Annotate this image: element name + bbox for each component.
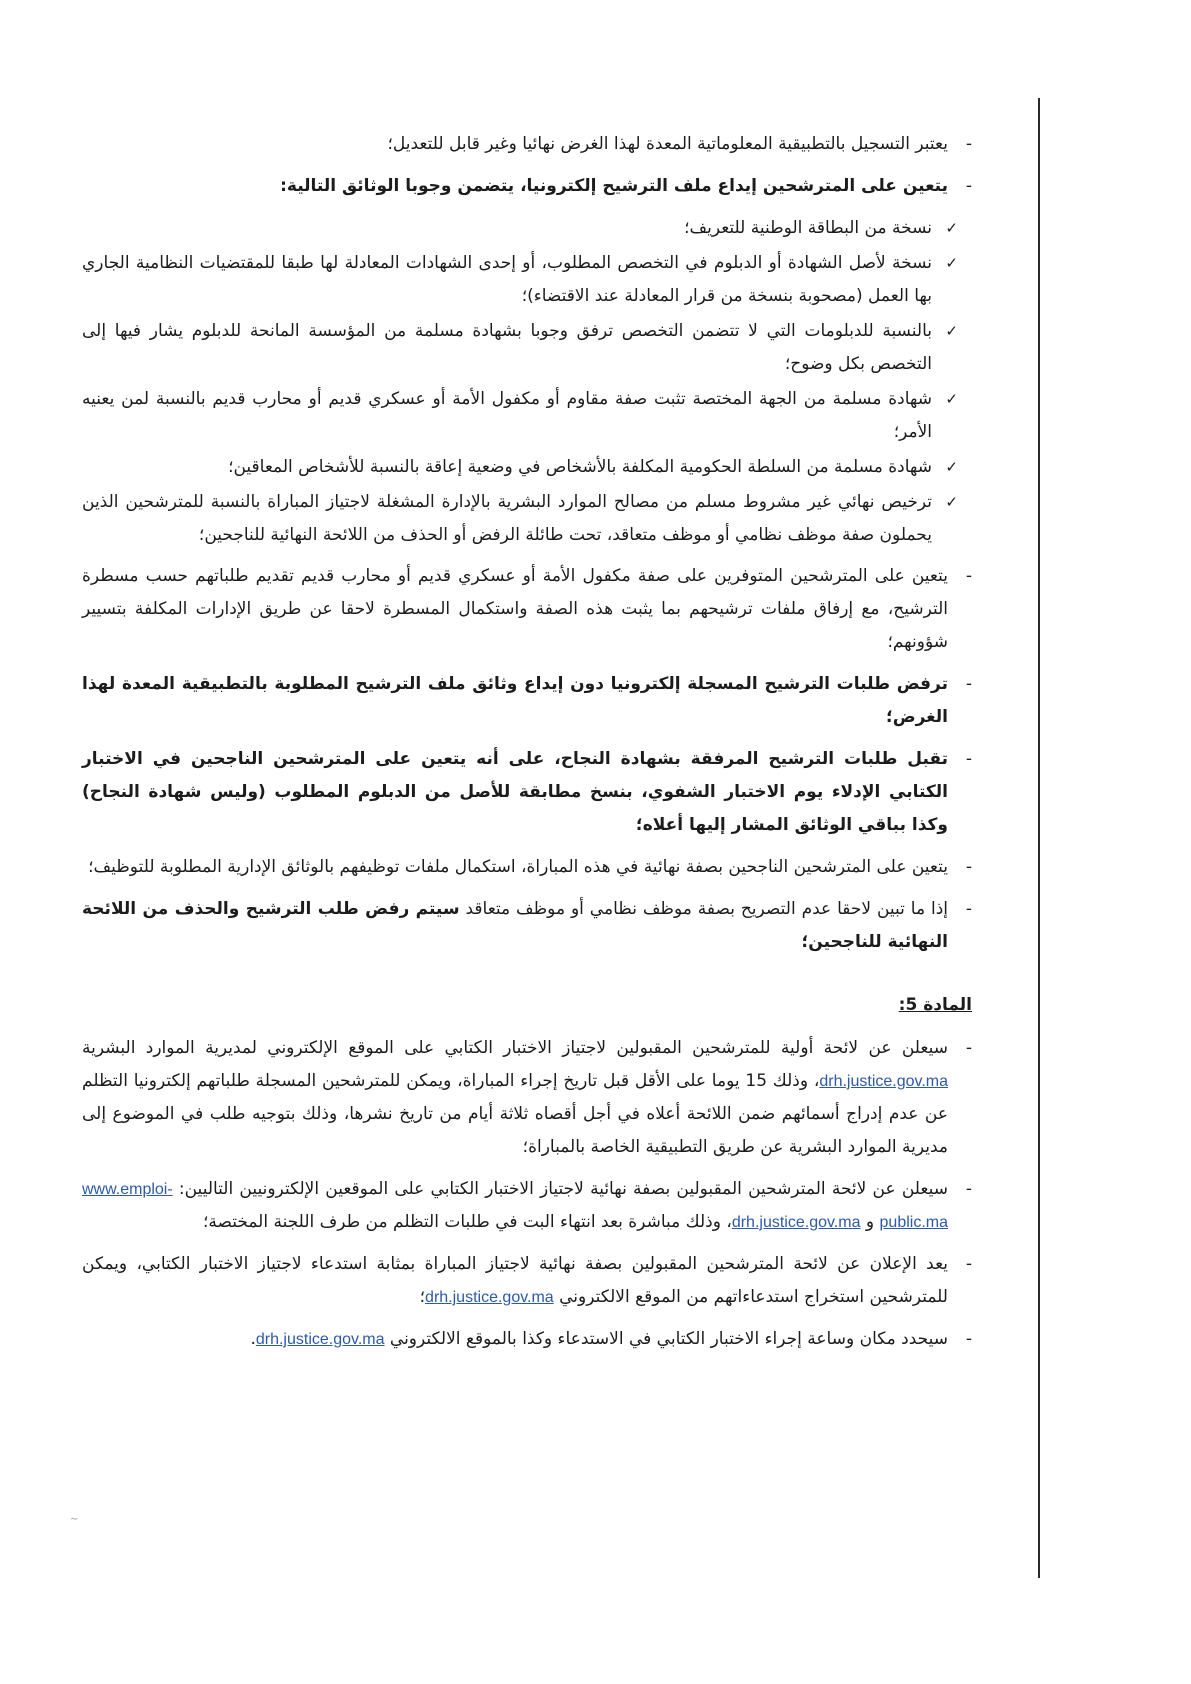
list-item-article5-1 [82, 1173, 972, 1239]
list-item-rule-4 [82, 893, 972, 959]
rule-text-3: يتعين على المترشحين الناجحين بصفة نهائية في هذه المباراة، استكمال ملفات توظيفهم بالوثائق الإدارية المطلوبة للتوظيف؛ [88, 857, 948, 877]
article5-text-2b: ؛ [419, 1287, 426, 1307]
list-item-rule-3 [82, 851, 972, 884]
rule-text-2: تقبل طلبات الترشيح المرفقة بشهادة النجاح، على أنه يتعين على المترشحين الناجحين في الاختبار الكتابي الإدلاء يوم الاختبار الشفوي، بنسخ مطابقة للأصل من الدبلوم المطلوب (وليس شهادة النجاح) وكذا بباقي الوثائق المشار إليها أعلاه؛ [82, 749, 948, 835]
dash-bullet: - [965, 899, 972, 919]
article-5-heading: المادة 5: [898, 995, 972, 1015]
article5-text-1b: ، وذلك مباشرة بعد انتهاء البت في طلبات التظلم من طرف اللجنة المختصة؛ [202, 1212, 732, 1232]
dash-bullet: - [965, 566, 972, 586]
list-item-rule-1 [82, 668, 972, 734]
list-item-intro-0 [82, 128, 972, 161]
checklist-item-1 [82, 247, 972, 313]
article5-text-0b: ، وذلك 15 يوما على الأقل قبل تاريخ إجراء المباراة، ويمكن للمترشحين المسجلة طلباتهم إلكترونيا التظلم عن عدم إدراج أسمائهم ضمن اللائحة أعلاه في أجل أقصاه ثلاثة أيام من تاريخ نشرها، وذلك بتوجيه طلب في الموضوع إلى مديرية الموارد البشرية عن طريق التطبيقية الخاصة بالمباراة؛ [82, 1071, 948, 1157]
check-mark-icon: ✓ [945, 254, 958, 272]
article5-text-1mid: و [860, 1212, 880, 1232]
document-text-1: نسخة لأصل الشهادة أو الدبلوم في التخصص المطلوب، أو إحدى الشهادات المعادلة لها طبقا للمقتضيات النظامية الجاري بها العمل (مصحوبة بنسخة من قرار المعادلة عند الاقتضاء)؛ [82, 253, 932, 306]
document-text-3: شهادة مسلمة من الجهة المختصة تثبت صفة مقاوم أو مكفول الأمة أو عسكري قديم أو محارب قديم بالنسبة لمن يعنيه الأمر؛ [82, 389, 932, 442]
dash-bullet: - [965, 1179, 972, 1199]
list-item-rule-2 [82, 743, 972, 842]
document-text-4: شهادة مسلمة من السلطة الحكومية المكلفة بالأشخاص في وضعية إعاقة بالنسبة للأشخاص المعاقين؛ [228, 457, 932, 477]
document-text-0: نسخة من البطاقة الوطنية للتعريف؛ [684, 218, 932, 238]
check-mark-icon: ✓ [945, 219, 958, 237]
article5-text-2a: يعد الإعلان عن لائحة المترشحين المقبولين بصفة نهائية لاجتياز المباراة بمثابة استدعاء لاجتياز الاختبار الكتابي، ويمكن للمترشحين استخراج استدعاءاتهم من الموقع الالكتروني [82, 1254, 948, 1307]
drh-justice-link[interactable]: drh.justice.gov.ma [425, 1289, 554, 1306]
list-item-article5-0 [82, 1032, 972, 1164]
drh-justice-link[interactable]: drh.justice.gov.ma [819, 1073, 948, 1090]
emploi-public-link[interactable]: www.emploi-public.ma [82, 1181, 948, 1231]
checklist-item-4 [82, 451, 972, 484]
checklist-item-2 [82, 315, 972, 381]
article5-text-1a: سيعلن عن لائحة المترشحين المقبولين بصفة نهائية لاجتياز الاختبار الكتابي على الموقعين الإلكترونيين التاليين: [172, 1179, 948, 1199]
rule-text-0: يتعين على المترشحين المتوفرين على صفة مكفول الأمة أو عسكري قديم أو محارب قديم تقديم طلباتهم حسب مسطرة الترشيح، مع إرفاق ملفات ترشيحهم بما يثبت هذه الصفة واستكمال المسطرة لاحقا عن طريق الإدارات المكلفة بتسيير شؤونهم؛ [82, 566, 948, 652]
dash-bullet: - [965, 857, 972, 877]
dash-bullet: - [965, 749, 972, 769]
article5-text-3a: سيحدد مكان وساعة إجراء الاختبار الكتابي في الاستدعاء وكذا بالموقع الالكتروني [384, 1329, 948, 1349]
document-text-2: بالنسبة للدبلومات التي لا تتضمن التخصص ترفق وجوبا بشهادة مسلمة من المؤسسة المانحة للدبلوم يشار فيها إلى التخصص بكل وضوح؛ [82, 321, 932, 374]
list-item-article5-2 [82, 1248, 972, 1314]
dash-bullet: - [965, 176, 972, 196]
check-mark-icon: ✓ [945, 458, 958, 476]
list-item-intro-1 [82, 170, 972, 203]
dash-bullet: - [965, 1329, 972, 1349]
intro-text-1: يتعين على المترشحين إيداع ملف الترشيح إلكترونيا، يتضمن وجوبا الوثائق التالية: [280, 176, 948, 196]
corner-mark: ~ [70, 1514, 79, 1525]
checklist-item-3 [82, 383, 972, 449]
intro-text-0: يعتبر التسجيل بالتطبيقية المعلوماتية المعدة لهذا الغرض نهائيا وغير قابل للتعديل؛ [387, 134, 948, 154]
checklist-item-0 [82, 212, 972, 245]
rule-text-1: ترفض طلبات الترشيح المسجلة إلكترونيا دون إيداع وثائق ملف الترشيح المطلوبة بالتطبيقية المعدة لهذا الغرض؛ [82, 674, 948, 727]
dash-bullet: - [965, 1254, 972, 1274]
check-mark-icon: ✓ [945, 390, 958, 408]
list-item-rule-0 [82, 560, 972, 659]
dash-bullet: - [965, 674, 972, 694]
article5-text-0a: سيعلن عن لائحة أولية للمترشحين المقبولين لاجتياز الاختبار الكتابي على الموقع الإلكتروني لمديرية الموارد البشرية [82, 1038, 948, 1058]
drh-justice-link[interactable]: drh.justice.gov.ma [255, 1331, 385, 1348]
document-page [82, 128, 972, 1365]
margin-vertical-rule [1038, 98, 1040, 1578]
check-mark-icon: ✓ [945, 493, 958, 511]
rule-text-4-pre: إذا ما تبين لاحقا عدم التصريح بصفة موظف نظامي أو موظف متعاقد [459, 899, 948, 919]
rule-text-4-bold: سيتم رفض طلب الترشيح والحذف من اللائحة النهائية للناجحين؛ [82, 899, 948, 952]
drh-justice-link[interactable]: drh.justice.gov.ma [731, 1214, 861, 1231]
check-mark-icon: ✓ [945, 322, 958, 340]
dash-bullet: - [965, 134, 972, 154]
checklist-item-5 [82, 486, 972, 552]
document-text-5: ترخيص نهائي غير مشروط مسلم من مصالح الموارد البشرية بالإدارة المشغلة لاجتياز المباراة بالنسبة للمترشحين الذين يحملون صفة موظف نظامي أو موظف متعاقد، تحت طائلة الرفض أو الحذف من اللائحة النهائية للناجحين؛ [82, 492, 932, 545]
dash-bullet: - [965, 1038, 972, 1058]
list-item-article5-3 [82, 1323, 972, 1356]
article5-text-3b: . [250, 1329, 256, 1349]
